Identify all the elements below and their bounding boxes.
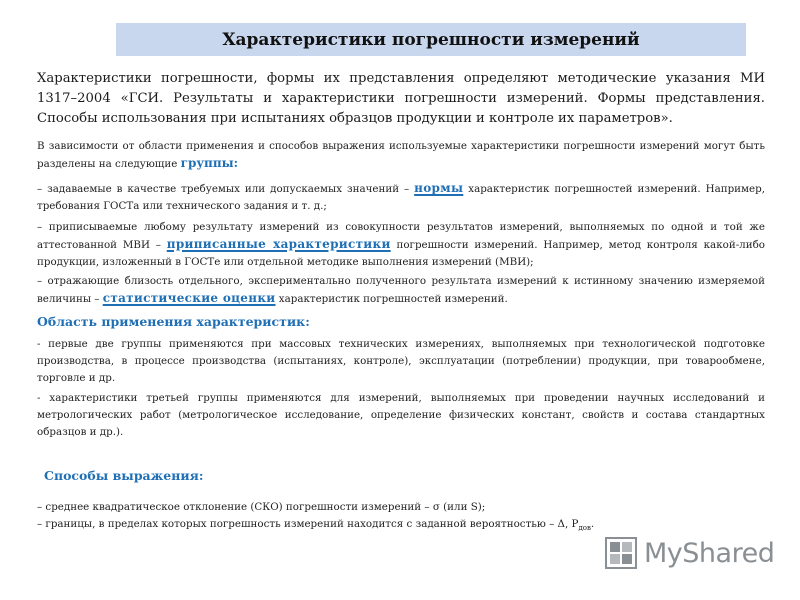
group-item-assigned [37,219,765,270]
group-keyword-link[interactable]: приписанные характеристики [166,236,391,251]
page-title: Характеристики погрешности измерений [222,29,640,50]
intro-text: В зависимости от области применения и способов выражения используемые характеристики погрешности измерений могут быть разделены на следующие [37,140,765,170]
method-item: – среднее квадратическое отклонение (СКО) погрешности измерений – σ (или S); [37,501,486,513]
group-text-before: – отражающие близость отдельного, экспериментально полученного результата измерений к истинному значению измеряемой величины – [37,275,765,305]
group-text-after: характеристик погрешностей измерений. [278,292,508,305]
method-item [37,516,765,537]
scope-heading: Область применения характеристик: [37,314,310,329]
myshared-logo-icon [604,536,638,570]
method-period: . [590,518,595,530]
group-text-before: – приписываемые любому результату измерений из совокупности результатов измерений, выполняемых по одной и той же аттестованной МВИ – [37,221,765,251]
watermark-text: MyShared [644,537,775,569]
group-item-statistical [37,273,765,308]
group-keyword-link[interactable]: статистические оценки [102,290,276,305]
method-subscript: дов [578,524,591,533]
intro-keyword: группы: [180,155,239,170]
group-keyword-link[interactable]: нормы [414,181,464,195]
group-text-after: характеристик погрешностей измерений. Например, требования ГОСТа или технического задания и т. д.; [37,183,765,212]
scope-item: - характеристики третьей группы применяются для измерений, выполняемых при проведении научных исследований и метрологических работ (метрологическое исследование, определение физических констант, свойств и состава стандартных образцов и др.). [37,392,765,438]
group-text-before: – задаваемые в качестве требуемых или допускаемых значений – [37,183,410,195]
group-text-after: погрешности измерений. Например, метод контроля какой-либо продукции, изложенный в ГОСТе или отдельной методике выполнения измерений (МВИ); [37,238,765,268]
title-banner [116,23,746,56]
watermark [604,536,774,570]
methods-heading: Способы выражения: [44,468,204,483]
group-item-norms [37,180,765,215]
scope-item: - первые две группы применяются при массовых технических измерениях, выполняемых при технологической подготовке производства, в процессе производства (испытаниях, контроле), эксплуатации (потреблении) продукции, при товарообмене, торговле и др. [37,338,765,384]
intro-paragraph [37,138,765,173]
lead-paragraph: Характеристики погрешности, формы их представления определяют методические указания МИ 1317–2004 «ГСИ. Результаты и характеристики погрешности измерений. Формы представления. Способы использования при испытаниях образцов продукции и контроле их параметров». [37,71,765,126]
method-text: – границы, в пределах которых погрешность измерений находится с заданной вероятностью – Δ, P [37,518,579,530]
